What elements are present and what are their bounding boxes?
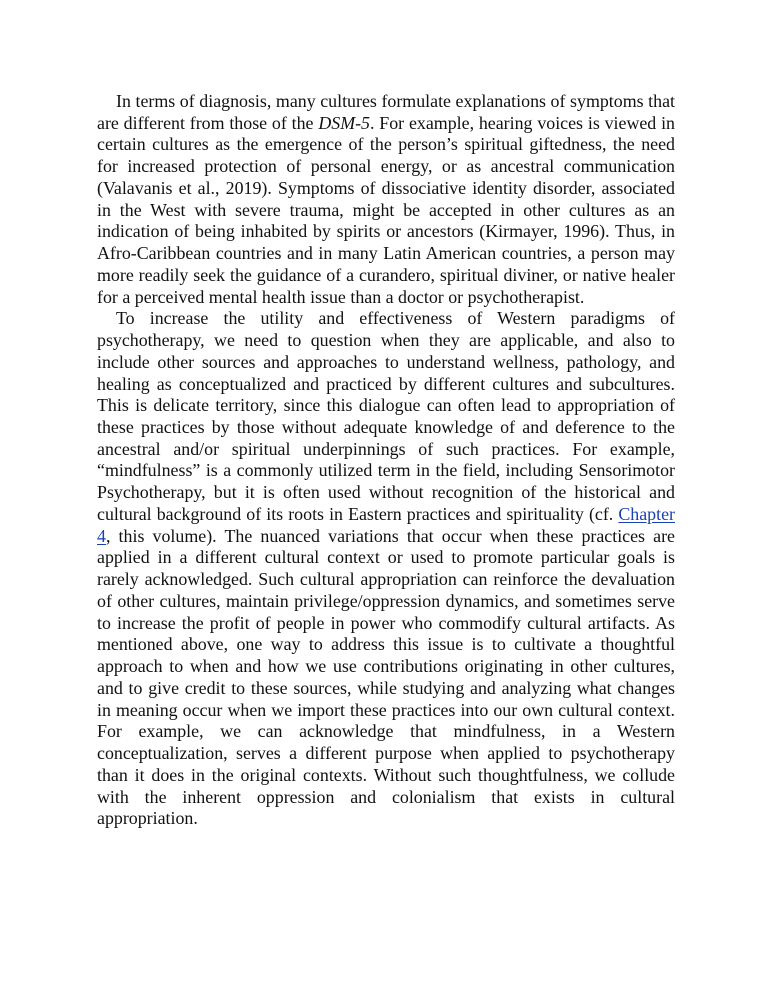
paragraph-text: In terms of diagnosis, many cultures formulate explanations of symptoms that are different from those of the — [97, 91, 675, 133]
paragraph-diagnosis — [97, 91, 675, 308]
dsm-5-title: DSM-5 — [318, 112, 370, 133]
paragraph-western-paradigms — [97, 308, 675, 830]
chapter-4-link[interactable]: Chapter 4 — [97, 503, 675, 546]
body-text — [97, 91, 675, 830]
paragraph-text: . For example, hearing voices is viewed in certain cultures as the emergence of the person’s spiritual giftedness, the need for increased protection of personal energy, or as ancestral communication (Valavanis et al., 2019). Symptoms of dissociative identity disorder, associated in the West with severe trauma, might be accepted in other cultures as an indication of being inhabited by spirits or ancestors (Kirmayer, 1996). Thus, in Afro-Caribbean countries and in many Latin American countries, a person may more readily seek the guidance of a curandero, spiritual diviner, or native healer for a perceived mental health issue than a doctor or psychotherapist. — [97, 112, 675, 307]
paragraph-text: , this volume). The nuanced variations that occur when these practices are applied in a different cultural context or used to promote particular goals is rarely acknowledged. Such cultural appropriation can reinforce the devaluation of other cultures, maintain privilege/oppression dynamics, and sometimes serve to increase the profit of people in power who commodify cultural artifacts. As mentioned above, one way to address this issue is to cultivate a thoughtful approach to when and how we use contributions originating in other cultures, and to give credit to these sources, while studying and analyzing what changes in meaning occur when we import these practices into our own cultural context. For example, we can acknowledge that mindfulness, in a Western conceptualization, serves a different purpose when applied to psychotherapy than it does in the original contexts. Without such thoughtfulness, we collude with the inherent oppression and colonialism that exists in cultural appropriation. — [97, 525, 675, 829]
paragraph-text: To increase the utility and effectiveness of Western paradigms of psychotherapy, we need to question when they are applicable, and also to include other sources and approaches to understand wellness, pathology, and healing as conceptualized and practiced by different cultures and subcultures. This is delicate territory, since this dialogue can often lead to appropriation of these practices by those without adequate knowledge of and deference to the ancestral and/or spiritual underpinnings of such practices. For example, “mindfulness” is a commonly utilized term in the field, including Sensorimotor Psychotherapy, but it is often used without recognition of the historical and cultural background of its roots in Eastern practices and spirituality (cf. — [97, 308, 675, 524]
